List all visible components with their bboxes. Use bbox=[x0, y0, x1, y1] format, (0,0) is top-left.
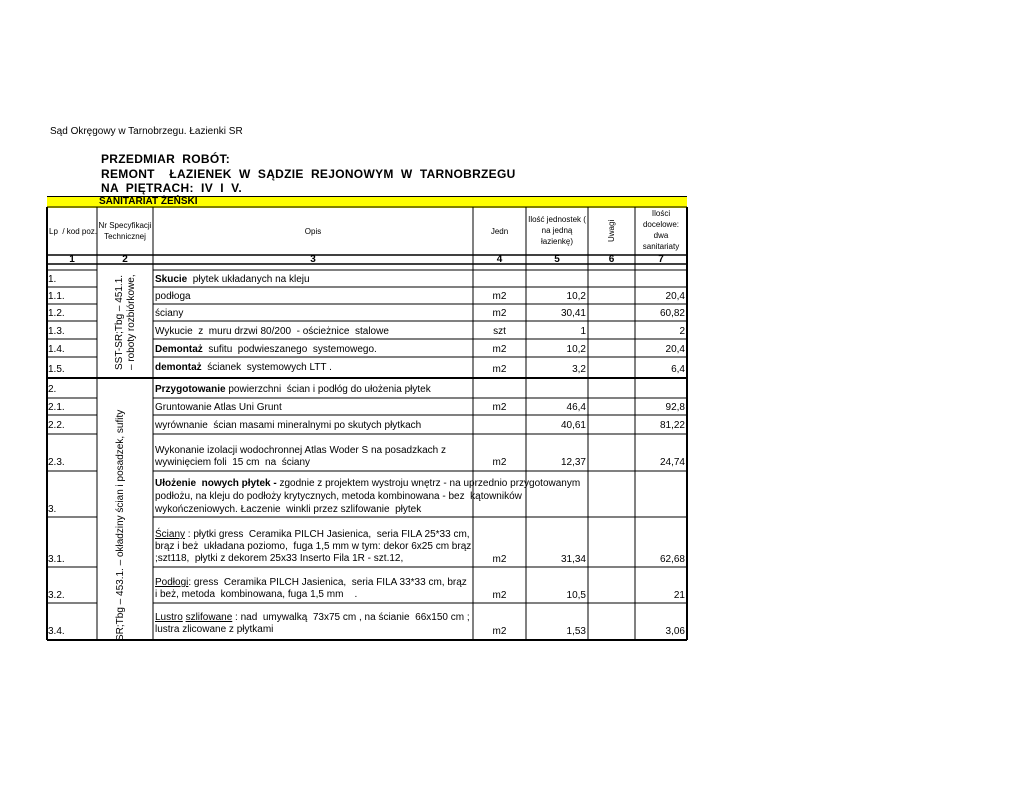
row-jedn: szt bbox=[493, 326, 506, 337]
row-ilosc: 30,41 bbox=[560, 308, 586, 319]
col-header-docelowe: Ilości docelowe: dwa sanitariaty bbox=[642, 209, 680, 251]
row-lp: 3.2. bbox=[48, 590, 65, 601]
row-opis-rest: : nad umywalką 73x75 cm , na ścianie 66x150 cm ; bbox=[232, 612, 470, 623]
title-line-2: REMONT ŁAZIENEK W SĄDZIE REJONOWYM W TARNOBRZEGU bbox=[101, 167, 516, 181]
col-number: 6 bbox=[608, 254, 615, 265]
col-header-lp: Lp / kod poz. bbox=[49, 227, 98, 236]
col-header-jedn: Jedn bbox=[490, 227, 509, 236]
col-header-spec: Nr Specyfikacji Technicznej bbox=[98, 221, 152, 241]
row-lp: 1.1. bbox=[48, 291, 65, 302]
row-ilosc: 3,2 bbox=[572, 364, 586, 375]
row-lp: 3.4. bbox=[48, 626, 65, 637]
row-opis-line1 bbox=[155, 612, 470, 624]
row-opis-underline-2: szlifowane bbox=[185, 612, 233, 623]
row-opis-bold: Ułożenie nowych płytek - bbox=[155, 478, 277, 489]
row-lp: 1.3. bbox=[48, 326, 65, 337]
row-docelowe: 21 bbox=[673, 590, 685, 601]
row-opis-bold: Demontaż bbox=[155, 344, 203, 355]
row-opis: ściany bbox=[155, 308, 184, 319]
row-opis-underline: Ściany bbox=[155, 529, 186, 540]
row-opis-line3: ;szt118, płytki z dekorem 25x33 Inserto Fila 1R - szt.12, bbox=[155, 553, 404, 564]
row-lp: 3.1. bbox=[48, 554, 65, 565]
row-docelowe: 20,4 bbox=[665, 291, 685, 302]
row-ilosc: 10,5 bbox=[566, 590, 586, 601]
row-opis-bold: demontaż bbox=[155, 362, 202, 373]
row-ilosc: 31,34 bbox=[560, 554, 586, 565]
row-lp: 2.3. bbox=[48, 457, 65, 468]
row-lp: 2.1. bbox=[48, 402, 65, 413]
row-opis-bold: Skucie bbox=[155, 274, 188, 285]
document-header: Sąd Okręgowy w Tarnobrzegu. Łazienki SR bbox=[50, 126, 243, 137]
row-ilosc: 46,4 bbox=[566, 402, 586, 413]
row-opis-bold: Przygotowanie bbox=[155, 384, 226, 395]
row-jedn: m2 bbox=[492, 308, 507, 319]
row-ilosc: 10,2 bbox=[566, 291, 586, 302]
row-opis bbox=[155, 384, 431, 396]
row-lp: 2. bbox=[48, 384, 57, 395]
row-opis-line1 bbox=[155, 529, 470, 541]
row-opis-line1 bbox=[155, 478, 580, 490]
col-header-opis: Opis bbox=[304, 227, 322, 236]
row-opis: Gruntowanie Atlas Uni Grunt bbox=[155, 402, 282, 413]
row-jedn: m2 bbox=[492, 590, 507, 601]
row-docelowe: 6,4 bbox=[671, 364, 685, 375]
row-docelowe: 60,82 bbox=[659, 308, 685, 319]
col-number: 7 bbox=[658, 254, 664, 265]
row-ilosc: 10,2 bbox=[566, 344, 586, 355]
row-lp: 1.5. bbox=[48, 364, 65, 375]
col-header-uwagi: Uwagi bbox=[607, 219, 616, 242]
row-lp: 1.4. bbox=[48, 344, 65, 355]
row-ilosc: 12,37 bbox=[560, 457, 586, 468]
row-jedn: m2 bbox=[492, 626, 507, 637]
row-opis-rest: powierzchni ścian i podłóg do ułożenia płytek bbox=[225, 384, 431, 395]
row-opis-rest: : płytki gress Ceramika PILCH Jasienica, seria FILA 25*33 cm, bbox=[185, 529, 470, 540]
row-jedn: m2 bbox=[492, 402, 507, 413]
row-opis-line2: podłożu, na kleju do podłoży krytycznych, metoda kombinowana - bez kątowników bbox=[155, 491, 522, 502]
section-banner bbox=[47, 196, 687, 208]
row-opis bbox=[155, 274, 310, 286]
row-opis-rest: płytek układanych na kleju bbox=[187, 274, 310, 285]
row-docelowe: 20,4 bbox=[665, 344, 685, 355]
row-docelowe: 24,74 bbox=[659, 457, 685, 468]
col-number: 4 bbox=[496, 254, 503, 265]
row-docelowe: 3,06 bbox=[665, 626, 685, 637]
title-line-1: PRZEDMIAR ROBÓT: bbox=[101, 152, 231, 166]
row-docelowe: 2 bbox=[679, 326, 685, 337]
row-lp: 3. bbox=[48, 504, 57, 515]
col-number: 3 bbox=[310, 254, 316, 265]
row-ilosc: 40,61 bbox=[560, 420, 586, 431]
row-opis-line1 bbox=[155, 577, 467, 589]
row-jedn: m2 bbox=[492, 554, 507, 565]
row-docelowe: 81,22 bbox=[659, 420, 685, 431]
row-lp: 2.2. bbox=[48, 420, 65, 431]
row-opis: Wykucie z muru drzwi 80/200 - ościeżnice stalowe bbox=[155, 326, 389, 337]
row-lp: 1.2. bbox=[48, 308, 65, 319]
row-opis-rest: ścianek systemowych LTT . bbox=[201, 362, 332, 373]
row-jedn: m2 bbox=[492, 364, 507, 375]
row-docelowe: 92,8 bbox=[665, 402, 685, 413]
col-header-ilosc: Ilość jednostek ( na jedną łazienkę) bbox=[528, 215, 586, 246]
row-opis-line2: i beż, metoda kombinowana, fuga 1,5 mm . bbox=[155, 589, 358, 600]
row-lp: 1. bbox=[48, 274, 57, 285]
row-opis-rest: : gress Ceramika PILCH Jasienica, seria FILA 33*33 cm, brąz bbox=[188, 577, 467, 588]
row-opis bbox=[155, 344, 377, 356]
row-opis-line2: wywinięciem foli 15 cm na ściany bbox=[155, 457, 311, 468]
section-banner-label: SANITARIAT ŻEŃSKI bbox=[99, 196, 198, 207]
row-jedn: m2 bbox=[492, 344, 507, 355]
col-number: 1 bbox=[69, 254, 75, 265]
spec-label-group1-line1: SST-SR;Tbg – 451.1. bbox=[114, 274, 125, 370]
row-opis-line3: wykończeniowych. Łaczenie winkli przez szlifowanie płytek bbox=[155, 504, 422, 515]
row-opis: wyrównanie ścian masami mineralnymi po skutych płytkach bbox=[155, 420, 422, 431]
row-jedn: m2 bbox=[492, 457, 507, 468]
row-opis bbox=[155, 362, 332, 374]
spec-label-group1-line2: – roboty rozbiórkowe, bbox=[126, 274, 137, 370]
row-ilosc: 1,53 bbox=[566, 626, 586, 637]
col-number: 5 bbox=[554, 254, 560, 265]
row-opis-underline: Lustro bbox=[155, 612, 183, 623]
row-jedn: m2 bbox=[492, 291, 507, 302]
row-opis-rest: zgodnie z projektem wystroju wnętrz - na uprzednio przygotowanym bbox=[276, 478, 581, 489]
col-number: 2 bbox=[122, 254, 128, 265]
title-line-3: NA PIĘTRACH: IV I V. bbox=[101, 181, 242, 195]
row-opis-underline: Podłogi bbox=[155, 577, 189, 588]
row-ilosc: 1 bbox=[580, 326, 586, 337]
spec-label-group2: SR;Tbg – 453.1. – okładziny ścian i posadzek, sufity bbox=[115, 409, 126, 641]
row-docelowe: 62,68 bbox=[659, 554, 685, 565]
row-opis-line1: Wykonanie izolacji wodochronnej Atlas Woder S na posadzkach z bbox=[155, 445, 446, 456]
row-opis-rest: sufitu podwieszanego systemowego. bbox=[202, 344, 377, 355]
row-opis: podłoga bbox=[155, 291, 191, 302]
row-opis-line2: lustra zlicowane z płytkami bbox=[155, 624, 274, 635]
row-opis-line2: brąz i beż układana poziomo, fuga 1,5 mm w tym: dekor 6x25 cm brąz bbox=[155, 541, 472, 552]
